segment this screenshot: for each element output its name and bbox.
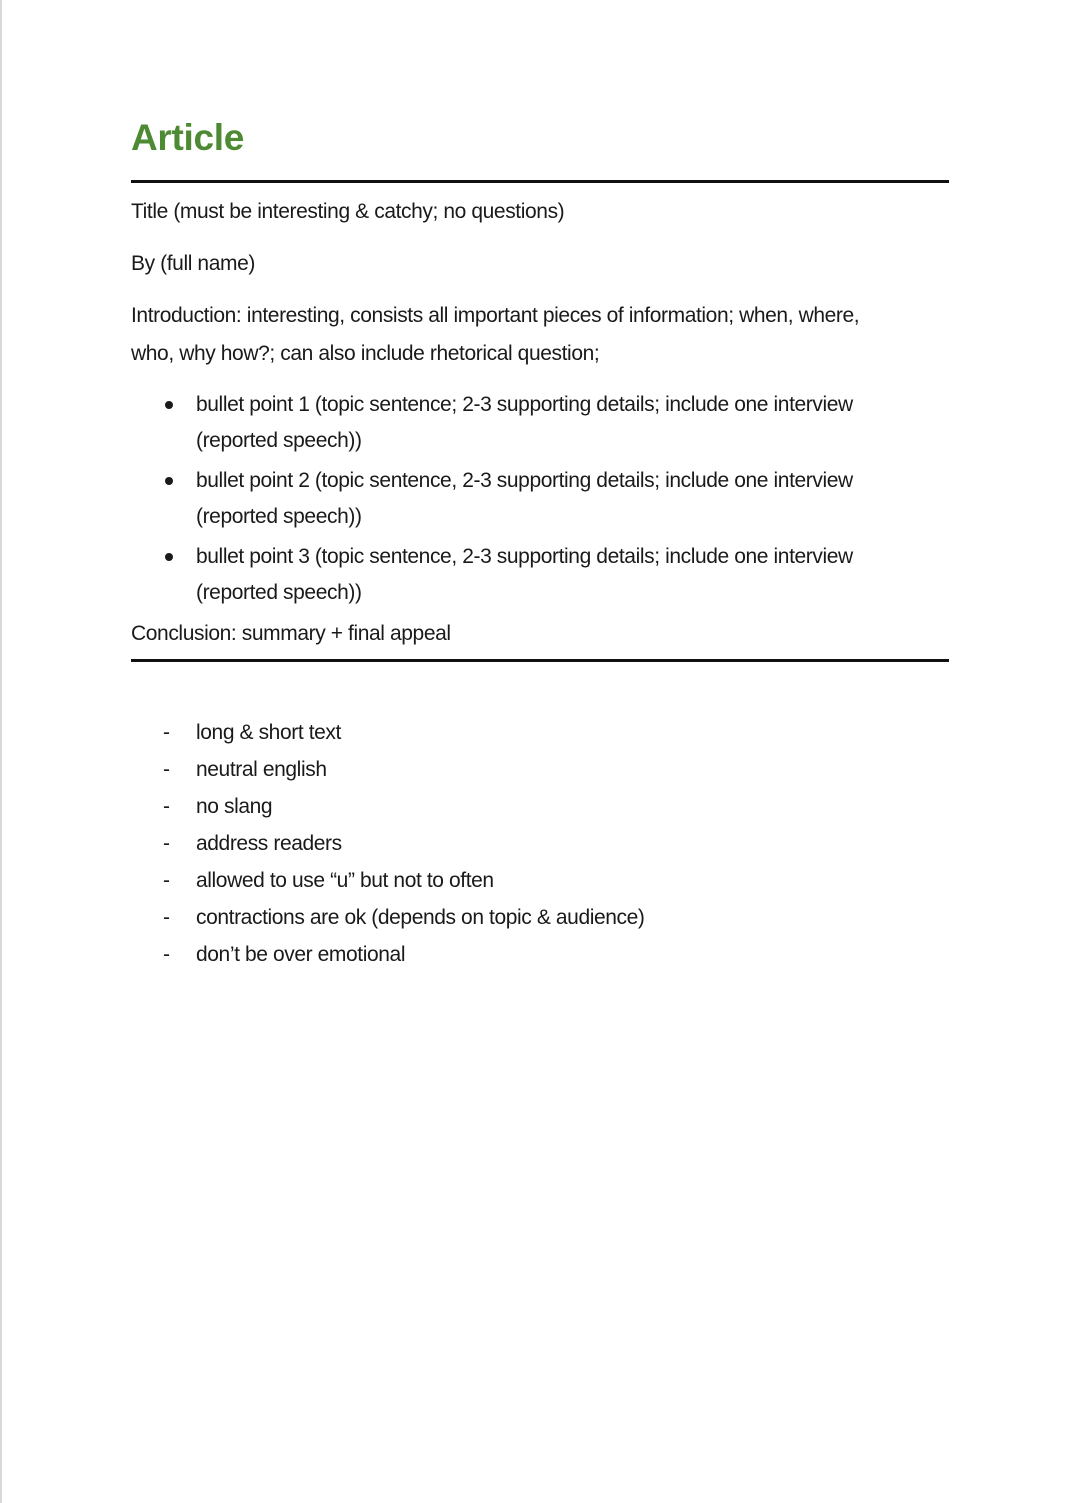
tip-item [131,862,949,899]
bullet-item-1 [131,387,926,459]
dash-marker: - [163,832,170,855]
dash-marker: - [163,943,170,966]
top-divider [131,180,949,183]
byline-guideline: By (full name) [131,252,255,275]
tip-text: address readers [196,832,342,855]
bullet-item-3 [131,539,926,611]
page-left-edge [0,0,2,1503]
style-tips-list [131,714,949,973]
tip-text: contractions are ok (depends on topic & audience) [196,906,645,929]
tip-item [131,714,949,751]
bullet-item-2 [131,463,926,535]
bullet-item-2-line-2: (reported speech)) [196,505,362,528]
conclusion-guideline: Conclusion: summary + final appeal [131,622,451,645]
dash-marker: - [163,721,170,744]
bullet-dot-icon [165,553,173,561]
bullet-item-2-line-1: bullet point 2 (topic sentence, 2-3 supporting details; include one interview [196,469,853,492]
dash-marker: - [163,758,170,781]
introduction-line-2: who, why how?; can also include rhetorical question; [131,342,600,365]
dash-marker: - [163,869,170,892]
tip-item [131,899,949,936]
introduction-line-1: Introduction: interesting, consists all important pieces of information; when, where, [131,304,860,327]
page-title: Article [131,117,245,158]
bullet-item-3-line-2: (reported speech)) [196,581,362,604]
bullet-dot-icon [165,401,173,409]
tip-text: don’t be over emotional [196,943,406,966]
bullet-item-1-line-1: bullet point 1 (topic sentence; 2-3 supporting details; include one interview [196,393,853,416]
tip-item [131,936,949,973]
tip-text: no slang [196,795,273,818]
tip-item [131,751,949,788]
document-body [131,112,949,973]
bullet-dot-icon [165,477,173,485]
tip-text: allowed to use “u” but not to often [196,869,494,892]
tip-text: neutral english [196,758,327,781]
title-guideline: Title (must be interesting & catchy; no questions) [131,200,565,223]
bullet-item-3-line-1: bullet point 3 (topic sentence, 2-3 supporting details; include one interview [196,545,853,568]
dash-marker: - [163,795,170,818]
tip-item [131,788,949,825]
tip-text: long & short text [196,721,341,744]
body-bullet-list [131,387,949,611]
dash-marker: - [163,906,170,929]
bottom-divider [131,659,949,662]
introduction-paragraph [131,297,949,373]
bullet-item-1-line-2: (reported speech)) [196,429,362,452]
tip-item [131,825,949,862]
